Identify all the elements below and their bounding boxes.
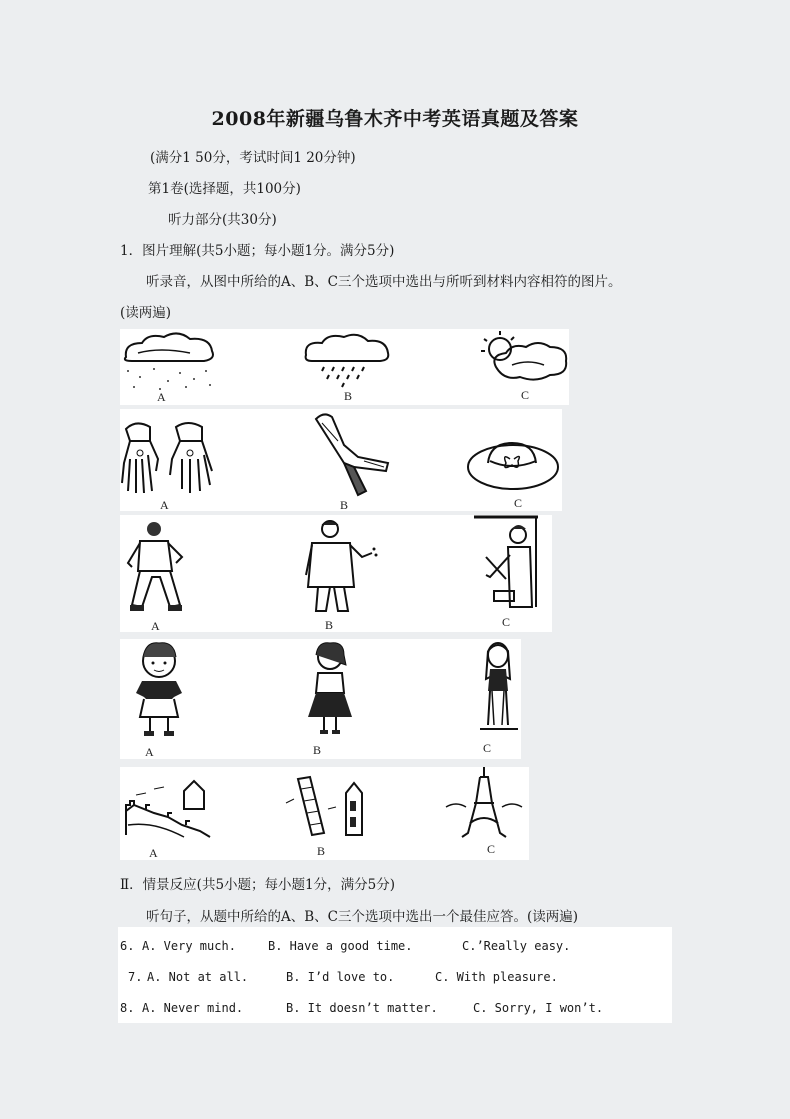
option-label: A (160, 498, 169, 512)
eiffel-tower-icon (444, 767, 524, 841)
option-label: A (149, 846, 158, 860)
question-number: 6. (120, 939, 135, 953)
answer-options-panel (118, 927, 672, 1023)
scarf-icon (314, 411, 394, 497)
question-number: 8. (120, 1001, 135, 1015)
picture-row-clothing (120, 409, 562, 511)
option-label: C (502, 615, 511, 629)
option-b: B. Have a good time. (268, 939, 413, 953)
hat-icon (466, 437, 560, 493)
option-a: A. Never mind. (142, 1001, 244, 1015)
section1-heading: 1．图片理解(共5小题；每小题1分。满分5分) (120, 243, 395, 259)
teacher-icon (472, 515, 544, 611)
option-label: B (325, 618, 334, 632)
option-label: B (313, 743, 322, 757)
section2-heading: Ⅱ．情景反应(共5小题；每小题1分，满分5分) (120, 877, 395, 893)
picture-row-landmarks (120, 767, 529, 860)
doctor-icon (300, 517, 380, 615)
question-number: 7. (128, 970, 143, 984)
option-c: C. With pleasure. (435, 970, 558, 984)
exam-info: (满分1 50分，考试时间1 20分钟) (150, 150, 356, 166)
option-label: C (487, 842, 496, 856)
girl-skirt-icon (300, 641, 360, 737)
option-label: B (317, 844, 326, 858)
girl-t-shirt-icon (126, 641, 192, 739)
option-label: B (344, 389, 353, 403)
option-a: A. Very much. (142, 939, 236, 953)
option-label: C (483, 741, 492, 755)
great-wall-icon (124, 775, 214, 839)
option-label: C (514, 496, 523, 510)
cloud-icon (120, 331, 220, 391)
leaning-tower-icon (284, 773, 374, 839)
option-c: C.’Really easy. (462, 939, 571, 953)
option-a: A. Not at all. (147, 970, 249, 984)
gloves-icon (120, 419, 218, 497)
option-c: C. Sorry, I won’t. (473, 1001, 604, 1015)
picture-row-girls (120, 639, 521, 759)
option-label: A (151, 619, 160, 633)
sun-cloud-icon (476, 329, 570, 389)
option-label: C (521, 388, 530, 402)
volume-heading: 第1卷(选择题，共100分) (148, 181, 301, 197)
section1-read-twice: (读两遍) (120, 305, 172, 321)
document-title: 2008年新疆乌鲁木齐中考英语真题及答案 (211, 108, 579, 130)
section2-instruction: 听句子，从题中所给的A、B、C三个选项中选出一个最佳应答。(读两遍) (146, 909, 579, 925)
girl-long-hair-icon (476, 639, 522, 735)
section1-instruction: 听录音，从图中所给的A、B、C三个选项中选出与所听到材料内容相符的图片。 (146, 274, 622, 290)
option-b: B. I’d love to. (286, 970, 395, 984)
option-label: A (157, 390, 166, 404)
option-label: B (340, 498, 349, 512)
option-b: B. It doesn’t matter. (286, 1001, 438, 1015)
worker-icon (124, 519, 190, 617)
rain-cloud-icon (302, 333, 392, 389)
option-label: A (145, 745, 154, 759)
picture-row-weather (120, 329, 569, 405)
picture-row-jobs (120, 515, 552, 632)
listening-heading: 听力部分(共30分) (168, 212, 277, 228)
